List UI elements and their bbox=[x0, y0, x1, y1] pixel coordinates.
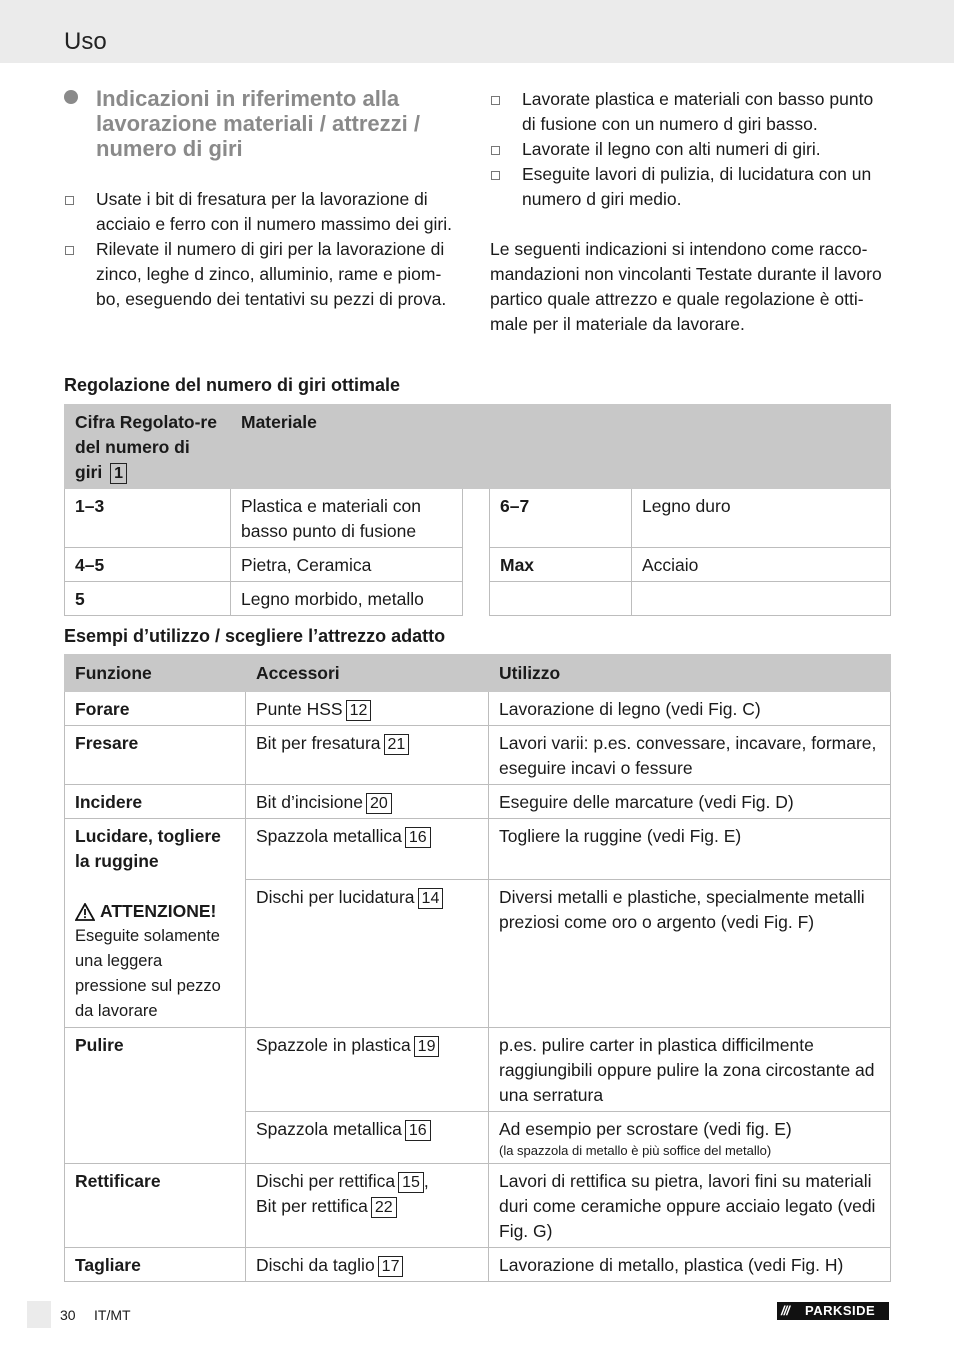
speed-setting: 1–3 bbox=[65, 489, 231, 548]
ref-number: 12 bbox=[346, 700, 372, 721]
function-cell: Fresare bbox=[65, 726, 246, 785]
table-row bbox=[65, 1028, 891, 1112]
speed-setting bbox=[490, 582, 632, 616]
ref-number: 20 bbox=[366, 793, 392, 814]
speed-setting: 6–7 bbox=[490, 489, 632, 548]
accessory-cell: Bit per fresatura 21 bbox=[246, 726, 489, 785]
accessory-cell: Spazzola metallica 16 bbox=[246, 1112, 489, 1164]
brand-logo bbox=[777, 1302, 889, 1320]
section-heading-text: Indicazioni in riferimento alla lavorazione materiali / attrezzi / numero di giri bbox=[96, 86, 421, 161]
accessori-header: Accessori bbox=[246, 655, 489, 692]
accessory-cell: Spazzole in plastica 19 bbox=[246, 1028, 489, 1112]
ref-number: 1 bbox=[110, 463, 127, 484]
speed-table bbox=[64, 404, 891, 616]
function-cell: Rettificare bbox=[65, 1164, 246, 1248]
list-item: Rilevate il numero di giri per la lavorazione di zinco, leghe d zinco, alluminio, rame e piom-bo, eseguendo dei tentativi su pezzi di prova. bbox=[64, 237, 459, 312]
material-value: Legno duro bbox=[632, 489, 891, 548]
table-row bbox=[65, 489, 891, 548]
usage-cell: Togliere la ruggine (vedi Fig. E) bbox=[489, 819, 891, 880]
table-row bbox=[65, 785, 891, 819]
ref-number: 22 bbox=[371, 1197, 397, 1218]
list-item: Eseguite lavori di pulizia, di lucidatura con un numero d giri medio. bbox=[490, 162, 890, 212]
ref-number: 21 bbox=[384, 734, 410, 755]
function-cell: Tagliare bbox=[65, 1248, 246, 1282]
usage-note: (la spazzola di metallo è più soffice del metallo) bbox=[499, 1143, 772, 1158]
checkbox-bullet-icon bbox=[491, 171, 500, 180]
usage-cell: Lavori di rettifica su pietra, lavori fini su materiali duri come ceramiche oppure acciaio legato (vedi Fig. G) bbox=[489, 1164, 891, 1248]
checkbox-bullet-icon bbox=[65, 196, 74, 205]
usage-cell: Lavorazione di metallo, plastica (vedi Fig. H) bbox=[489, 1248, 891, 1282]
page-title: Uso bbox=[64, 28, 107, 55]
checkbox-bullet-icon bbox=[491, 146, 500, 155]
ref-number: 16 bbox=[405, 827, 431, 848]
ref-number: 16 bbox=[405, 1120, 431, 1141]
accessory-cell: Bit d’incisione 20 bbox=[246, 785, 489, 819]
accessory-cell: Punte HSS 12 bbox=[246, 692, 489, 726]
table-row bbox=[65, 726, 891, 785]
material-col-header: Materiale bbox=[231, 405, 891, 489]
function-cell: Incidere bbox=[65, 785, 246, 819]
warning-icon bbox=[75, 903, 95, 921]
usage-table-title: Esempi d’utilizzo / scegliere l’attrezzo adatto bbox=[64, 626, 446, 646]
accessory-cell: Dischi per rettifica 15 , Bit per rettifica 22 bbox=[246, 1164, 489, 1248]
ref-number: 17 bbox=[378, 1256, 404, 1277]
checkbox-bullet-icon bbox=[65, 246, 74, 255]
accessory-cell: Dischi da taglio 17 bbox=[246, 1248, 489, 1282]
speed-table-title: Regolazione del numero di giri ottimale bbox=[64, 375, 401, 395]
table-row bbox=[65, 1248, 891, 1282]
table-header-row bbox=[65, 405, 891, 489]
material-value: Legno morbido, metallo bbox=[231, 582, 463, 616]
ref-number: 15 bbox=[398, 1172, 424, 1193]
checkbox-bullet-icon bbox=[491, 96, 500, 105]
speed-setting: Max bbox=[490, 548, 632, 582]
ref-number: 19 bbox=[414, 1036, 440, 1057]
usage-cell: Ad esempio per scrostare (vedi fig. E) (la spazzola di metallo è più soffice del metallo) bbox=[489, 1112, 891, 1164]
brand-name: PARKSIDE bbox=[805, 1303, 876, 1318]
utilizzo-header: Utilizzo bbox=[489, 655, 891, 692]
usage-cell: p.es. pulire carter in plastica difficilmente raggiungibili oppure pulire la zona circostante ad una serratura bbox=[489, 1028, 891, 1112]
ref-number: 14 bbox=[418, 888, 444, 909]
usage-cell: Lavori varii: p.es. convessare, incavare, formare, eseguire incavi o fessure bbox=[489, 726, 891, 785]
column-gap bbox=[463, 489, 490, 616]
accessory-cell: Spazzola metallica 16 bbox=[246, 819, 489, 880]
function-cell: Forare bbox=[65, 692, 246, 726]
speed-setting: 5 bbox=[65, 582, 231, 616]
material-value: Acciaio bbox=[632, 548, 891, 582]
function-cell: Pulire bbox=[65, 1028, 246, 1164]
info-paragraph: Le seguenti indicazioni si intendono come racco-mandazioni non vincolanti Testate durante il lavoro partico quale attrezzo e quale regolazione è otti-male per il materiale da lavorare. bbox=[490, 239, 882, 334]
speed-col-header: Cifra Regolato-re del numero di giri 1 bbox=[65, 405, 231, 489]
funzione-header: Funzione bbox=[65, 655, 246, 692]
table-row bbox=[65, 692, 891, 726]
list-item: Lavorate plastica e materiali con basso punto di fusione con un numero d giri basso. bbox=[490, 87, 890, 137]
speed-setting: 4–5 bbox=[65, 548, 231, 582]
right-column bbox=[490, 87, 890, 337]
material-value: Plastica e materiali con basso punto di fusione bbox=[231, 489, 463, 548]
material-value bbox=[632, 582, 891, 616]
list-item: Lavorate il legno con alti numeri di giri. bbox=[490, 137, 890, 162]
footer-marker bbox=[27, 1301, 51, 1328]
list-item: Usate i bit di fresatura per la lavorazione di acciaio e ferro con il numero massimo dei giri. bbox=[64, 187, 459, 237]
table-header-row bbox=[65, 655, 891, 692]
usage-table bbox=[64, 654, 891, 1282]
table-row bbox=[65, 1164, 891, 1248]
language-code: IT/MT bbox=[94, 1307, 131, 1323]
page-number: 30 bbox=[60, 1307, 76, 1323]
warning-title: ATTENZIONE! bbox=[75, 899, 235, 924]
logo-stripes-icon: /// bbox=[781, 1303, 789, 1318]
bullet-dot-icon bbox=[64, 90, 78, 104]
usage-cell: Eseguire delle marcature (vedi Fig. D) bbox=[489, 785, 891, 819]
accessory-cell: Dischi per lucidatura 14 bbox=[246, 880, 489, 1028]
material-value: Pietra, Ceramica bbox=[231, 548, 463, 582]
page-header bbox=[0, 0, 954, 63]
table-row bbox=[65, 819, 891, 880]
left-column bbox=[64, 187, 459, 312]
warning-text: Eseguite solamente una leggera pressione sul pezzo da lavorare bbox=[75, 927, 221, 1020]
usage-cell: Diversi metalli e plastiche, specialmente metalli preziosi come oro o argento (vedi Fig. F) bbox=[489, 880, 891, 1028]
function-cell: Lucidare, togliere la ruggine ATTENZIONE! Eseguite solamente una leggera pressione sul pezzo da lavorare bbox=[65, 819, 246, 1028]
usage-cell: Lavorazione di legno (vedi Fig. C) bbox=[489, 692, 891, 726]
